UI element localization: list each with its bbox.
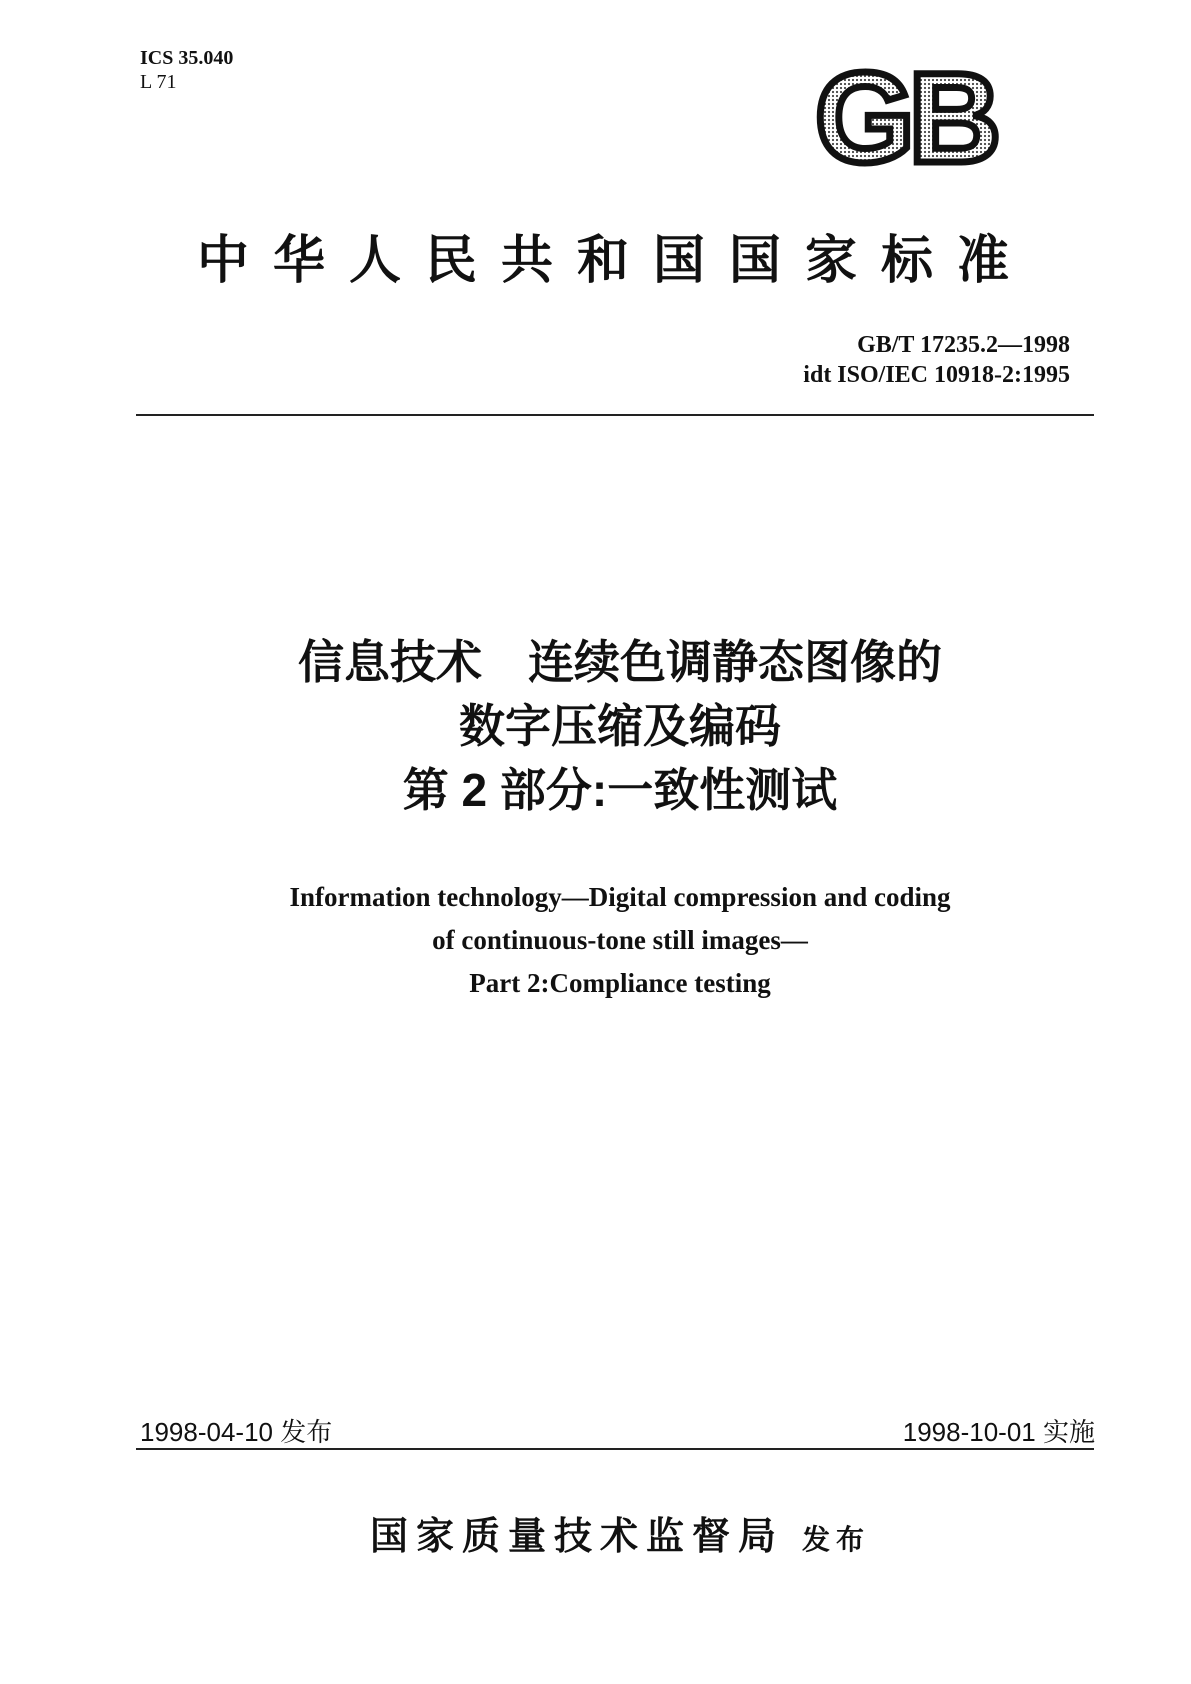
- chinese-title-line-3: 第 2 部分:一致性测试: [402, 764, 838, 816]
- chinese-title: [100, 630, 1140, 822]
- implementation-date: 1998-10-01 实施: [902, 1417, 1095, 1447]
- english-title-line-3: Part 2:Compliance testing: [469, 968, 771, 998]
- idt-number: idt ISO/IEC 10918-2:1995: [803, 362, 1070, 388]
- gb-number: GB/T 17235.2—1998: [857, 332, 1070, 358]
- standard-body-title: 中华人民共和国国家标准: [196, 233, 1033, 290]
- logo-text: GB: [815, 62, 995, 174]
- gb-logo: [815, 62, 1030, 174]
- bottom-divider: [136, 1448, 1094, 1450]
- top-divider: [136, 414, 1094, 416]
- ccs-code: L 71: [140, 71, 177, 93]
- ics-code: ICS 35.040: [140, 47, 234, 69]
- classification-codes: [140, 46, 233, 94]
- english-title-line-1: Information technology—Digital compression and coding: [289, 882, 951, 912]
- chinese-title-line-1: 信息技术 连续色调静态图像的: [298, 636, 942, 688]
- publisher-name: 国家质量技术监督局: [369, 1516, 784, 1558]
- standard-numbers: [700, 330, 1070, 390]
- chinese-title-line-2: 数字压缩及编码: [459, 700, 781, 752]
- publisher-suffix: 发布: [802, 1525, 871, 1556]
- publisher: [100, 1505, 1140, 1560]
- english-title: [100, 876, 1140, 1005]
- publish-date: 1998-04-10 发布: [140, 1417, 333, 1447]
- english-title-line-2: of continuous-tone still images—: [432, 925, 808, 955]
